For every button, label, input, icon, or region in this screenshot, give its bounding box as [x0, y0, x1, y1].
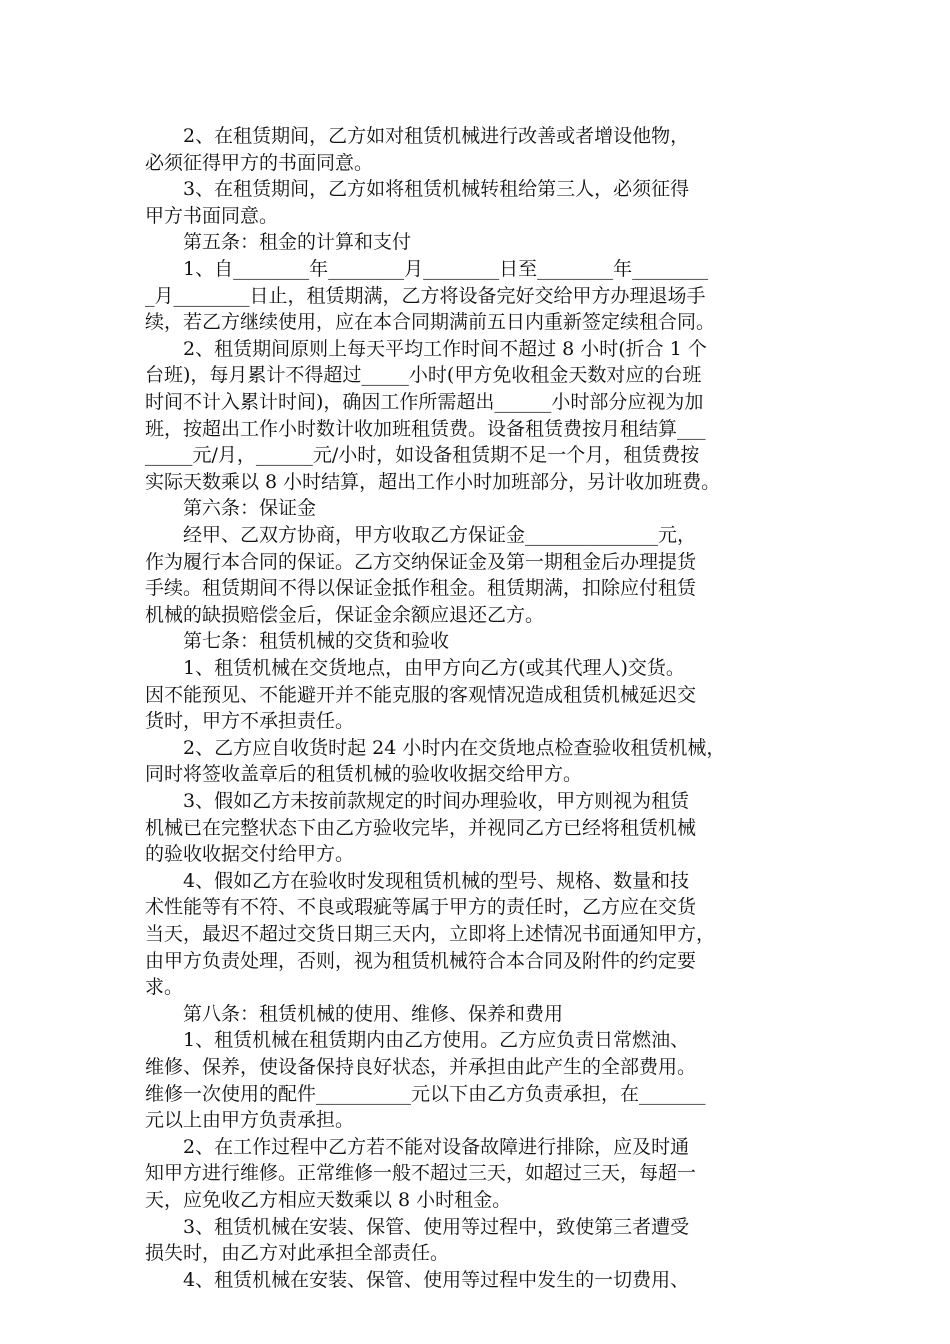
- text-line: 术性能等有不符、不良或瑕疵等属于甲方的责任时，乙方应在交货: [145, 896, 697, 919]
- text-line: 维修、保养，使设备保持良好状态，并承担由此产生的全部费用。: [145, 1056, 697, 1078]
- text-line: 班，按超出工作小时数计收加班租赁费。设备租赁费按月租结算___: [145, 417, 706, 440]
- text-line: 由甲方负责处理，否则，视为租赁机械符合本合同及附件的约定要: [145, 949, 697, 972]
- text-line: 因不能预见、不能避开并不能克服的客观情况造成租赁机械延迟交: [145, 683, 697, 706]
- text-line: 2、在租赁期间，乙方如对租赁机械进行改善或者增设他物，: [145, 125, 690, 147]
- text-line: 1、租赁机械在租赁期内由乙方使用。乙方应负责日常燃油、: [145, 1029, 690, 1052]
- text-line: 2、租赁期间原则上每天平均工作时间不超过 8 小时(折合 1 个: [145, 337, 707, 360]
- text-line: 天，应免收乙方相应天数乘以 8 小时租金。: [145, 1189, 512, 1211]
- text-line: 续，若乙方继续使用，应在本合同期满前五日内重新签定续租合同。: [145, 311, 716, 334]
- text-line: 同时将签收盖章后的租赁机械的验收收据交给甲方。: [145, 763, 583, 786]
- text-line: 知甲方进行维修。正常维修一般不超过三天，如超过三天，每超一: [145, 1162, 697, 1185]
- text-line: 的验收收据交付给甲方。: [145, 843, 355, 866]
- text-line: 3、在租赁期间，乙方如将租赁机械转租给第三人，必须征得: [145, 178, 690, 201]
- text-line: _月________日止，租赁期满，乙方将设备完好交给甲方办理退场手: [145, 284, 706, 307]
- text-line: 实际天数乘以 8 小时结算，超出工作小时加班部分，另计收加班费。: [145, 470, 721, 493]
- text-line: 元以上由甲方负责承担。: [145, 1109, 355, 1132]
- text-line: 必须征得甲方的书面同意。: [145, 151, 374, 174]
- text-line: 作为履行本合同的保证。乙方交纳保证金及第一期租金后办理提货: [145, 550, 697, 573]
- text-line: 台班)，每月累计不得超过_____小时(甲方免收租金天数对应的台班: [145, 364, 702, 387]
- text-line: 1、自________年________月________日至________年________: [145, 258, 709, 280]
- text-line: 2、乙方应自收货时起 24 小时内在交货地点检查验收租赁机械，: [145, 736, 726, 759]
- text-line: 2、在工作过程中乙方若不能对设备故障进行排除，应及时通: [145, 1135, 690, 1158]
- text-line: 3、租赁机械在安装、保管、使用等过程中，致使第三者遭受: [145, 1215, 690, 1238]
- text-line: 机械的缺损赔偿金后，保证金余额应退还乙方。: [145, 603, 545, 626]
- text-line: 4、租赁机械在安装、保管、使用等过程中发生的一切费用、: [145, 1268, 690, 1291]
- text-line: 时间不计入累计时间)，确因工作所需超出______小时部分应视为加: [145, 391, 704, 413]
- text-line: 当天，最迟不超过交货日期三天内，立即将上述情况书面通知甲方，: [145, 923, 716, 945]
- text-line: 4、假如乙方在验收时发现租赁机械的型号、规格、数量和技: [145, 869, 690, 892]
- text-line: 第七条：租赁机械的交货和验收: [145, 630, 450, 653]
- text-line: 机械已在完整状态下由乙方验收完毕，并视同乙方已经将租赁机械: [145, 816, 697, 839]
- text-line: 第八条：租赁机械的使用、维修、保养和费用: [145, 1002, 564, 1025]
- text-line: 手续。租赁期间不得以保证金抵作租金。租赁期满，扣除应付租赁: [145, 577, 697, 600]
- text-line: 损失时，由乙方对此承担全部责任。: [145, 1242, 450, 1265]
- text-line: 3、假如乙方未按前款规定的时间办理验收，甲方则视为租赁: [145, 790, 690, 812]
- text-line: 1、租赁机械在交货地点，由甲方向乙方(或其代理人)交货。: [145, 657, 685, 679]
- text-line: _____元/月，______元/小时，如设备租赁期不足一个月，租赁费按: [145, 444, 700, 467]
- text-line: 维修一次使用的配件__________元以下由乙方负责承担，在_______: [145, 1082, 706, 1105]
- text-line: 第五条：租金的计算和支付: [145, 231, 412, 254]
- text-line: 货时，甲方不承担责任。: [145, 710, 355, 733]
- text-line: 经甲、乙双方协商，甲方收取乙方保证金______________元，: [145, 524, 697, 546]
- text-line: 甲方书面同意。: [145, 204, 279, 227]
- text-line: 第六条：保证金: [145, 497, 317, 520]
- text-line: 求。: [145, 976, 184, 999]
